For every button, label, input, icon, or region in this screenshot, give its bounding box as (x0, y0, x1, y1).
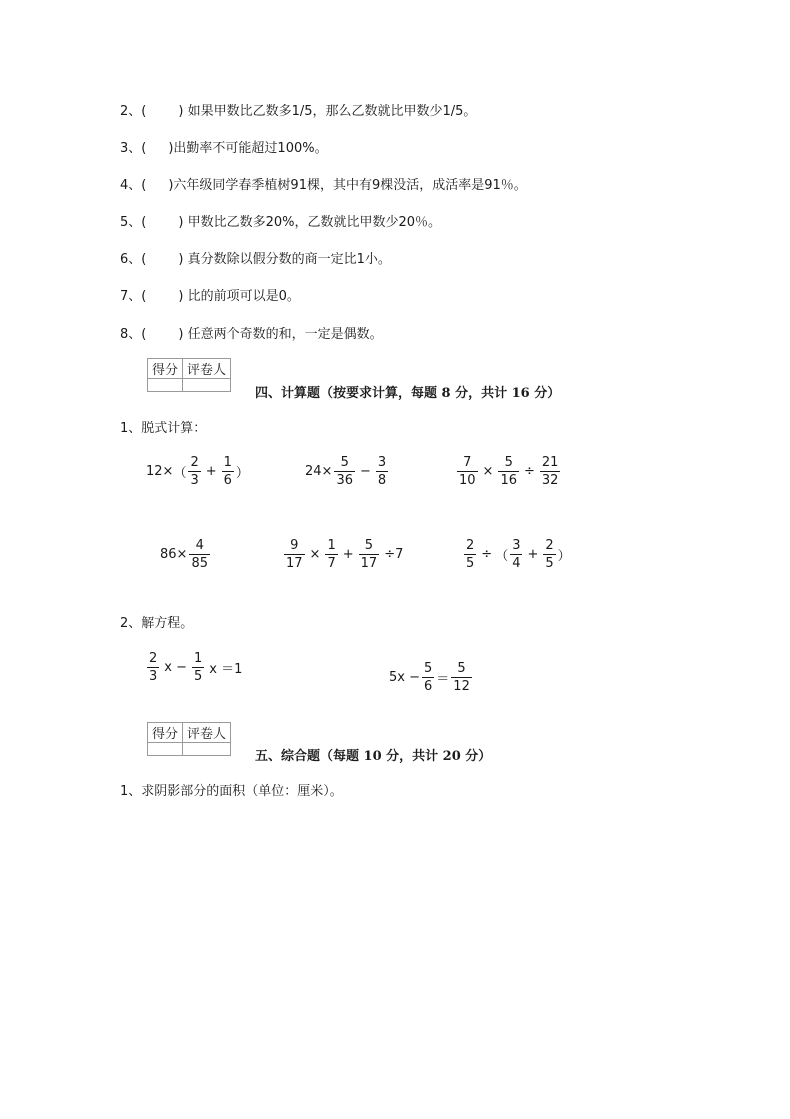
grader-label: 评卷人 (183, 723, 231, 743)
equation-2: 5x − $\frac{5}{6}$ ＝ $\frac{5}{12}$ (389, 661, 470, 694)
fraction: $\frac{9}{17}$ (286, 538, 303, 571)
score-box-section5 (147, 722, 231, 756)
fraction: $\frac{3}{8}$ (377, 455, 387, 488)
score-cell[interactable] (148, 379, 183, 392)
judgement-item-2: 2、( ) 如果甲数比乙数多1/5，那么乙数就比甲数少1/5。 (120, 104, 477, 119)
fraction: $\frac{2}{5}$ (545, 538, 554, 571)
judgement-item-6: 6、( ) 真分数除以假分数的商一定比1小。 (120, 252, 391, 267)
expression-5: $\frac{9}{17}$ × $\frac{1}{7}$ + $\frac{5}{17}$ ÷7 (286, 538, 404, 571)
fraction: $\frac{5}{16}$ (500, 455, 517, 488)
fraction: $\frac{21}{32}$ (541, 455, 559, 488)
expression-2: 24× $\frac{5}{36}$ − $\frac{3}{8}$ (305, 455, 387, 488)
expression-1: 12× （ $\frac{2}{3}$ + $\frac{1}{6}$ ） (146, 455, 249, 488)
score-cell[interactable] (148, 743, 183, 756)
fraction: $\frac{5}{12}$ (453, 661, 470, 694)
expression-4: 86× $\frac{4}{85}$ (160, 538, 208, 571)
grader-label: 评卷人 (183, 359, 231, 379)
fraction: $\frac{5}{17}$ (360, 538, 378, 571)
grader-cell[interactable] (183, 743, 231, 756)
fraction: $\frac{5}{36}$ (336, 455, 353, 488)
fraction: $\frac{7}{10}$ (459, 455, 476, 488)
score-label: 得分 (148, 723, 183, 743)
fraction: $\frac{1}{7}$ (327, 538, 336, 571)
expression-6: $\frac{2}{5}$ ÷ （ $\frac{3}{4}$ + $\frac{2}{5}$ ） (466, 538, 571, 571)
fraction: $\frac{5}{6}$ (424, 661, 433, 694)
q2-label: 2、解方程。 (120, 616, 194, 631)
section5-q1-label: 1、求阴影部分的面积（单位：厘米）。 (120, 784, 343, 799)
fraction: $\frac{3}{4}$ (512, 538, 521, 571)
judgement-item-8: 8、( ) 任意两个奇数的和，一定是偶数。 (120, 327, 383, 342)
judgement-item-7: 7、( ) 比的前项可以是0。 (120, 289, 300, 304)
expression-3: $\frac{7}{10}$ × $\frac{5}{16}$ ÷ $\frac{21}{32}$ (459, 455, 559, 488)
fraction: $\frac{4}{85}$ (191, 538, 208, 571)
equation-1: $\frac{2}{3}$ x − $\frac{1}{5}$ x ＝1 (149, 651, 243, 684)
section4-title: 四、计算题（按要求计算，每题 8 分，共计 16 分） (255, 386, 561, 401)
fraction: $\frac{2}{3}$ (190, 455, 199, 488)
fraction: $\frac{1}{6}$ (223, 455, 232, 488)
score-label: 得分 (148, 359, 183, 379)
grader-cell[interactable] (183, 379, 231, 392)
judgement-item-5: 5、( ) 甲数比乙数多20%，乙数就比甲数少20％。 (120, 215, 441, 230)
fraction: $\frac{2}{3}$ (149, 651, 158, 684)
judgement-item-4: 4、( )六年级同学春季植树91棵，其中有9棵没活，成活率是91％。 (120, 178, 527, 193)
q1-label: 1、脱式计算： (120, 421, 207, 436)
score-box-section4 (147, 358, 231, 392)
judgement-item-3: 3、( )出勤率不可能超过100%。 (120, 141, 328, 156)
fraction: $\frac{2}{5}$ (466, 538, 475, 571)
fraction: $\frac{1}{5}$ (194, 651, 203, 684)
section5-title: 五、综合题（每题 10 分，共计 20 分） (255, 749, 492, 764)
